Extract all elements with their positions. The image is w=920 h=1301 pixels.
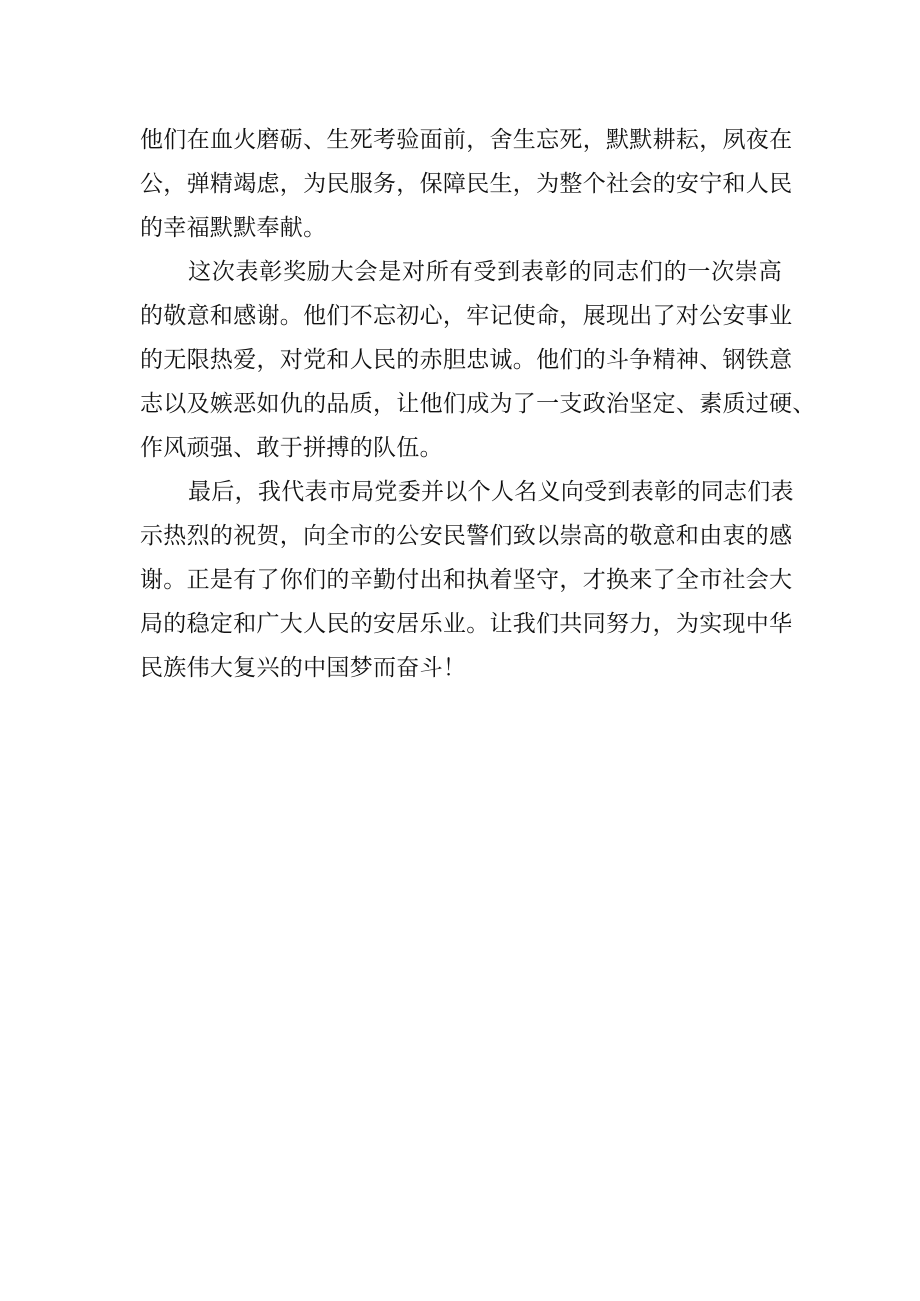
text-line: 最后，我代表市局党委并以个人名义向受到表彰的同志们表 <box>188 479 794 505</box>
text-line: 作风顽强、敢于拼搏的队伍。 <box>140 435 443 461</box>
paragraph-3 <box>140 470 794 690</box>
text-line: 志以及嫉恶如仇的品质，让他们成为了一支政治坚定、素质过硬、 <box>140 391 816 417</box>
text-line: 这次表彰奖励大会是对所有受到表彰的同志们的一次崇高 <box>188 259 782 285</box>
text-line: 公，弹精竭虑，为民服务，保障民生，为整个社会的安宁和人民 <box>140 171 793 197</box>
text-line: 的无限热爱，对党和人民的赤胆忠诚。他们的斗争精神、钢铁意 <box>140 347 793 373</box>
text-line: 局的稳定和广大人民的安居乐业。让我们共同努力，为实现中华 <box>140 611 793 637</box>
text-line: 他们在血火磨砺、生死考验面前，舍生忘死，默默耕耘，夙夜在 <box>140 127 793 153</box>
text-line: 谢。正是有了你们的辛勤付出和执着坚守，才换来了全市社会大 <box>140 567 793 593</box>
text-line: 的幸福默默奉献。 <box>140 215 327 241</box>
text-line: 的敬意和感谢。他们不忘初心，牢记使命，展现出了对公安事业 <box>140 303 793 329</box>
text-line: 示热烈的祝贺，向全市的公安民警们致以崇高的敬意和由衷的感 <box>140 523 793 549</box>
paragraph-1 <box>140 118 793 250</box>
paragraph-2 <box>140 250 816 470</box>
document-body <box>140 118 816 690</box>
text-line: 民族伟大复兴的中国梦而奋斗！ <box>140 655 467 681</box>
